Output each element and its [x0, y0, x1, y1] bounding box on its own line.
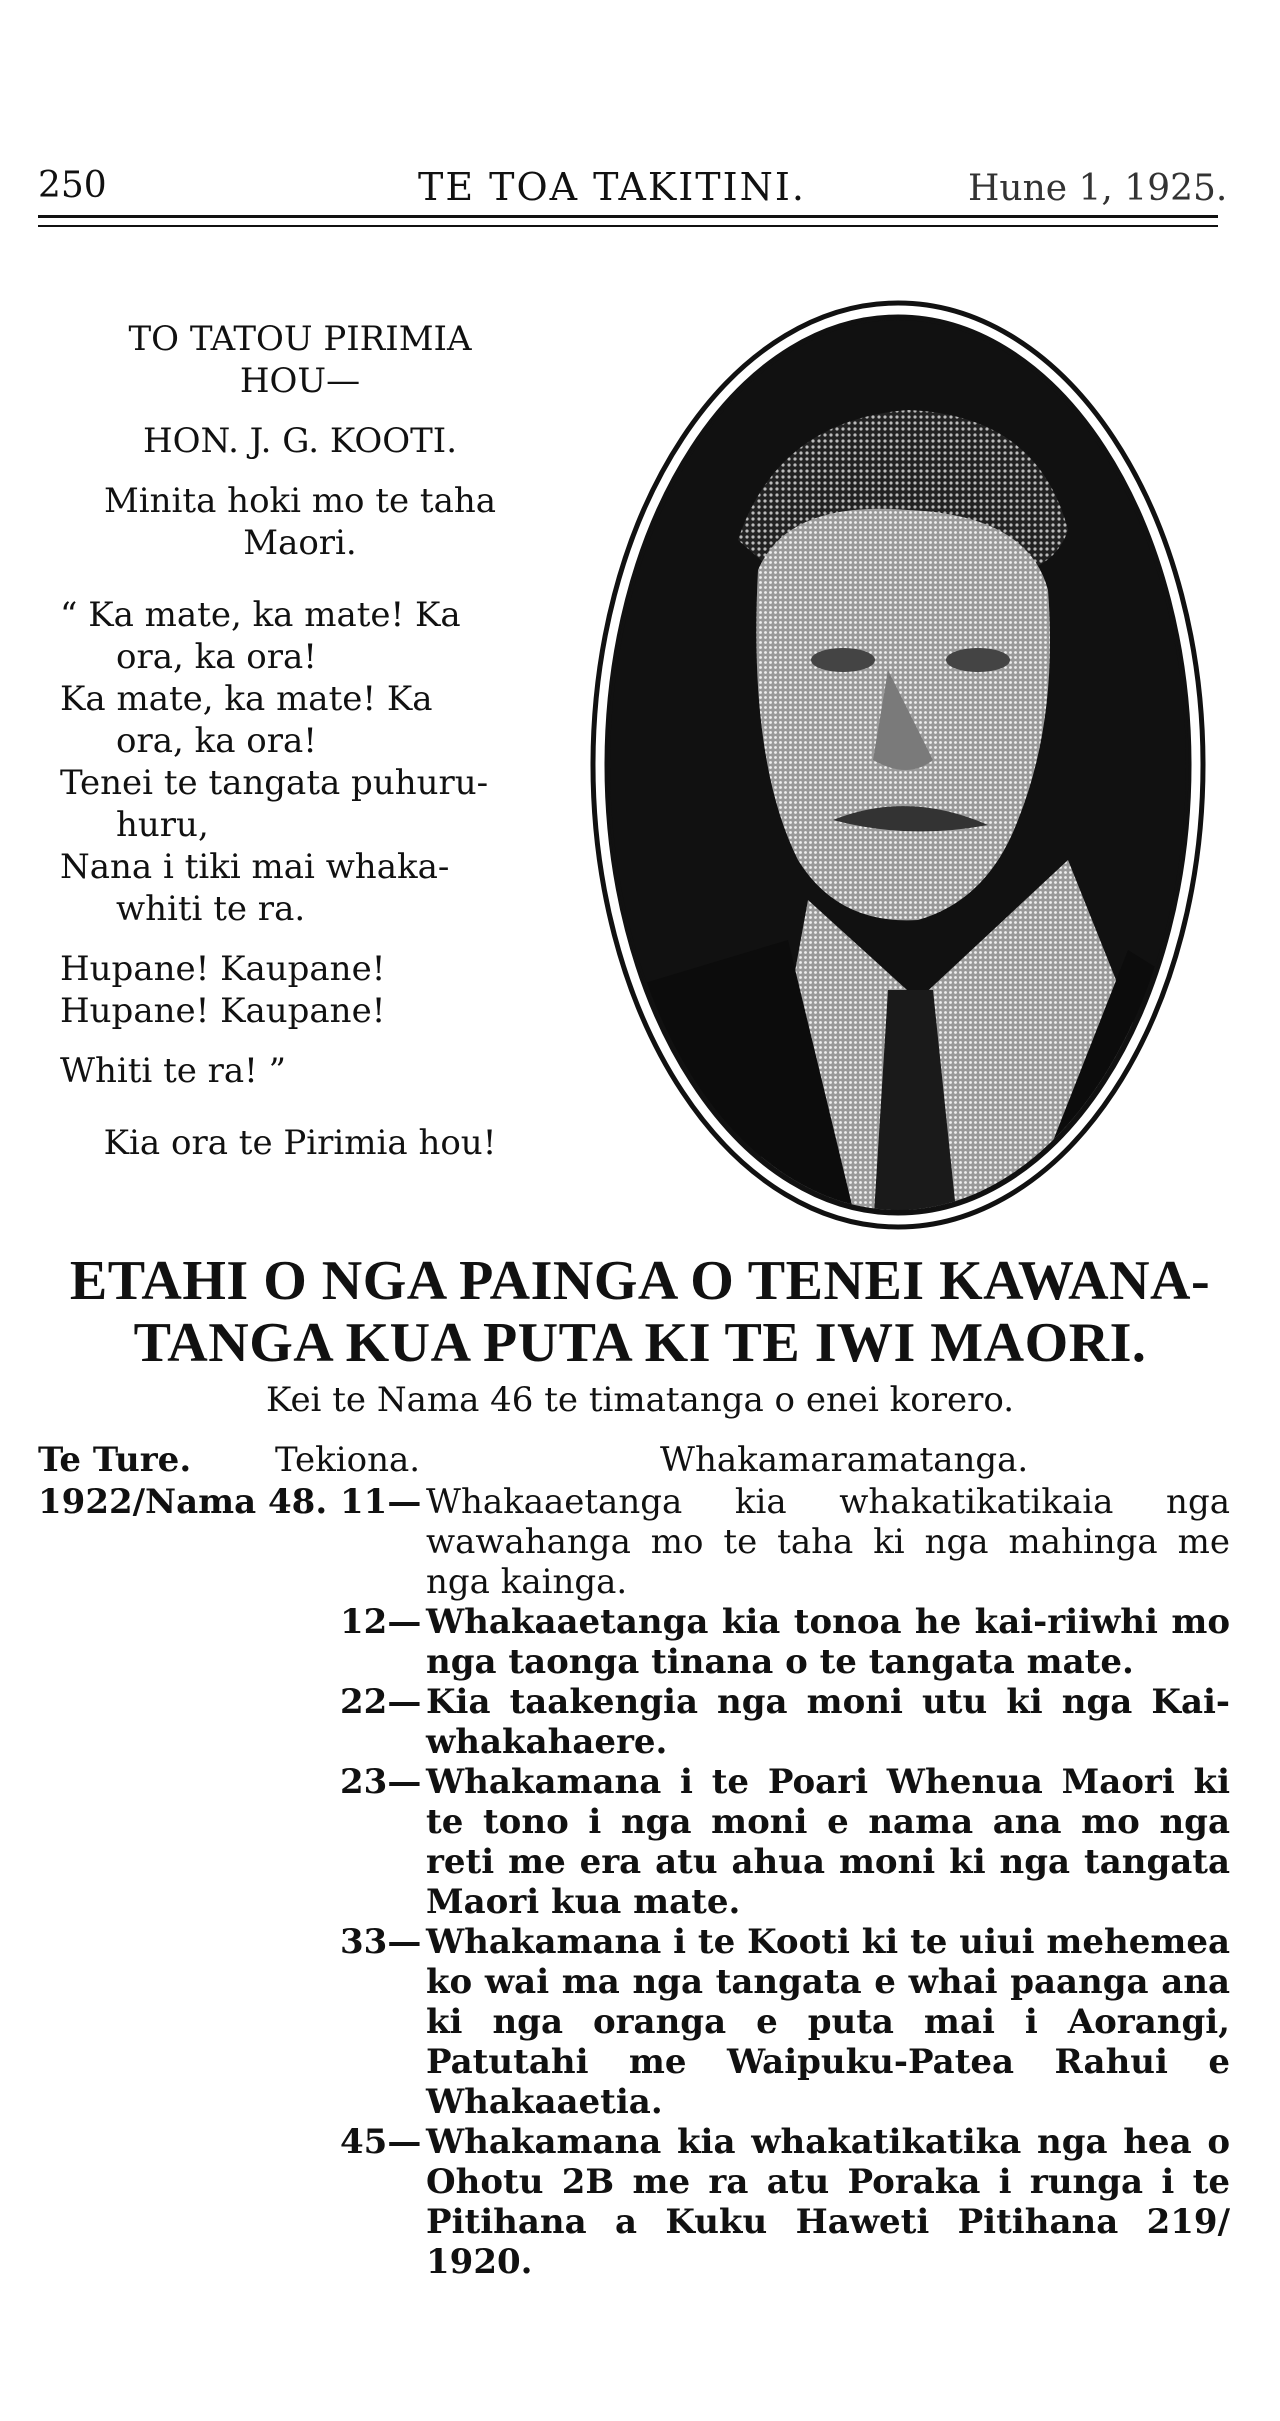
list-item [340, 1682, 1230, 1762]
header-rule [38, 215, 1218, 218]
minister-subtitle: Minita hoki mo te taha [103, 481, 497, 521]
publication-title: TE TOA TAKITINI. [418, 165, 806, 209]
poem-column [60, 318, 540, 1164]
section-note: Kei te Nama 46 te timatanga o enei korero. [265, 1380, 1015, 1420]
entries-list [340, 1482, 1230, 2282]
section-description: Whakamana i te Poari Whenua Maori ki te tono i nga moni e nama ana mo nga reti me era atu ahua moni ki nga tangata Maori kua mate. [426, 1762, 1230, 1922]
section-number: 11— [340, 1482, 422, 1522]
column-header-whakamaramatanga: Whakamaramatanga. [660, 1440, 1029, 1480]
issue-date: Hune 1, 1925. [968, 168, 1228, 209]
haka-line: Ka mate, ka mate! Ka [60, 679, 433, 719]
minister-subtitle-cont: Maori. [243, 523, 357, 563]
haka-line: “ Ka mate, ka mate! Ka [60, 595, 461, 635]
minister-portrait [588, 300, 1208, 1230]
haka-line: ora, ka ora! [116, 721, 317, 761]
haka-line: Whiti te ra! ” [60, 1051, 287, 1091]
section-number: 12— [340, 1602, 422, 1642]
poem-closing: Kia ora te Pirimia hou! [103, 1123, 497, 1163]
haka-line: Hupane! Kaupane! [60, 991, 386, 1031]
list-item [340, 1762, 1230, 1922]
section-description: Kia taakengia nga moni utu ki nga Kai-whakahaere. [426, 1682, 1230, 1762]
list-item [340, 1482, 1230, 1602]
section-description: Whakamana i te Kooti ki te uiui mehemea ko wai ma nga tangata e whai paanga ana ki nga oranga e puta mai i Aorangi, Patutahi me Waipuku-Patea Rahui e Whakaaetia. [426, 1922, 1230, 2122]
poem-heading-cont: HOU— [239, 361, 361, 401]
section-description: Whakamana kia whakatikatika nga hea o Ohotu 2B me ra atu Poraka i runga i te Pitihana a Kuku Haweti Pitihana 219/ 1920. [426, 2122, 1230, 2282]
section-number: 23— [340, 1762, 422, 1802]
haka-line: Nana i tiki mai whaka- [60, 847, 450, 887]
haka-line: huru, [116, 805, 209, 845]
haka-line: Hupane! Kaupane! [60, 949, 386, 989]
section-heading-line: TANGA KUA PUTA KI TE IWI MAORI. [133, 1312, 1147, 1374]
section-number: 22— [340, 1682, 422, 1722]
section-description: Whakaaetanga kia whakatikatikaia nga wawahanga mo te taha ki nga mahinga me nga kainga. [426, 1482, 1230, 1602]
list-item [340, 1922, 1230, 2122]
column-header-ture: Te Ture. [38, 1440, 192, 1480]
section-description: Whakaaetanga kia tonoa he kai-riiwhi mo nga taonga tinana o te tangata mate. [426, 1602, 1230, 1682]
column-header-tekiona: Tekiona. [275, 1440, 421, 1480]
act-reference: 1922/Nama 48. [38, 1482, 328, 1522]
haka-line: Tenei te tangata puhuru- [60, 763, 489, 803]
haka-line: whiti te ra. [116, 889, 306, 929]
section-number: 33— [340, 1922, 422, 1962]
poem-heading: TO TATOU PIRIMIA [128, 319, 472, 359]
minister-name: HON. J. G. KOOTI. [142, 421, 458, 461]
section-heading-line: ETAHI O NGA PAINGA O TENEI KAWANA- [69, 1250, 1211, 1312]
section-heading [30, 1250, 1250, 1374]
header-rule-thin [38, 225, 1218, 227]
page-number: 250 [38, 165, 107, 206]
list-item [340, 2122, 1230, 2282]
haka-line: ora, ka ora! [116, 637, 317, 677]
section-number: 45— [340, 2122, 422, 2162]
list-item [340, 1602, 1230, 1682]
